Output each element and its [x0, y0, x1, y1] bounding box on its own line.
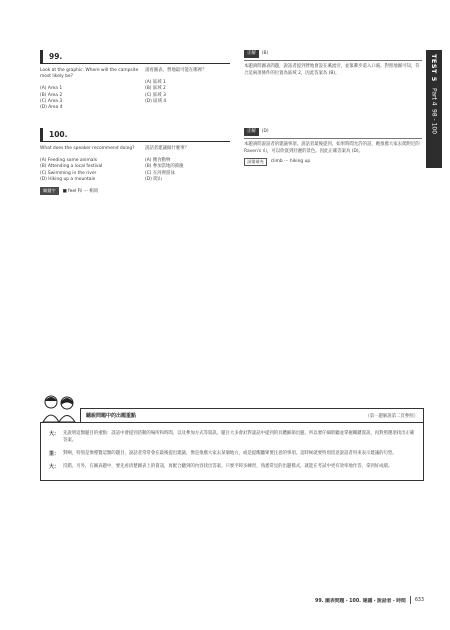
question-en	[40, 146, 145, 183]
tips-section	[40, 392, 424, 481]
divider	[244, 138, 422, 139]
footer-topics: 99. 圖表問題・100. 建議・說話者・時間	[315, 598, 406, 604]
option-zh: (B) 參加當地的節慶	[145, 164, 184, 170]
question-zh	[145, 68, 230, 111]
side-tab-test: TEST 5	[430, 54, 438, 82]
keyword-line	[40, 187, 230, 195]
vocab-line	[244, 158, 422, 166]
answer-badge: 正解	[244, 128, 259, 136]
tips-body	[40, 422, 424, 481]
divider	[244, 60, 422, 61]
side-tab-range: 98 - 100	[430, 109, 438, 135]
option-en: (B) Attending a local festival	[40, 164, 103, 170]
tip-text: 對啊，特別是像導覽這類的題目，說話者常常會在最後提出建議，像是推薦大家去某個地方，或是提醒聽眾要注意的事項。這時候就要特別留意說話者用來表示建議的句型。	[63, 451, 397, 456]
page-footer	[230, 596, 424, 604]
option-en: (C) Area 3	[40, 98, 63, 104]
tips-title-box	[80, 408, 424, 422]
question-99	[40, 50, 230, 111]
question-number: 100.	[40, 128, 230, 142]
answer-100	[244, 128, 422, 166]
option-zh: (D) 區域 4	[145, 98, 167, 104]
tip-speaker: 大：	[49, 464, 60, 470]
answer-badge: 正解	[244, 50, 259, 58]
question-number: 99.	[40, 50, 230, 64]
answer-explanation: 本題詢問說話者的建議事項。說話者最後提到，如果時間允許的話，她推薦大家去爬附近的 Raven's 山，可以欣賞到壯麗的景色。因此正確答案為 (D)。	[244, 142, 420, 154]
side-tab-part: Part 4	[430, 87, 438, 106]
option-zh: (C) 區域 3	[145, 92, 166, 98]
footer-divider	[410, 596, 411, 604]
side-tab	[426, 50, 442, 168]
tips-title: 聽說問題中的出題重點	[86, 413, 137, 419]
keyword-text: ■ feel 和 ⋯ 相同	[62, 189, 99, 195]
option-en: (A) Feeding some animals	[40, 158, 98, 164]
answer-explanation: 本題詢問圖表問題，說話者提到營地會設在溪流旁，並緊鄰步道入口處。對照地圖可知，符合這兩項條件的位置為區域 2，因此答案為 (B)。	[244, 64, 420, 76]
option-zh: (D) 爬山	[145, 176, 162, 182]
teachers-illustration	[40, 392, 78, 422]
answer-letter: (D)	[261, 129, 269, 134]
question-stem-en: What does the speaker recommend doing?	[40, 146, 135, 151]
page-number: 633	[414, 597, 424, 603]
option-zh: (C) 在河裡游泳	[145, 170, 175, 176]
question-stem-zh: 請看圖表。營地最可能在哪裡？	[145, 68, 207, 73]
option-en: (D) Area 4	[40, 105, 63, 111]
question-en	[40, 68, 145, 111]
option-en: (C) Swimming in the river	[40, 170, 97, 176]
option-zh: (B) 區域 2	[145, 86, 166, 92]
tip-row	[49, 430, 415, 444]
question-stem-en: Look at the graphic. Where will the campsite most likely be?	[40, 68, 139, 80]
option-en: (D) Hiking up a mountain	[40, 176, 96, 182]
answer-letter: (B)	[261, 51, 269, 56]
tip-speaker: 大：	[49, 431, 60, 437]
option-en: (B) Area 2	[40, 92, 63, 98]
tip-row	[49, 450, 415, 457]
question-100	[40, 128, 230, 195]
answer-99	[244, 50, 422, 77]
vocab-text: climb ⋯ hiking up	[270, 158, 311, 164]
tip-text: 先說明這類題目的重點：談話中會提到活動的場所和時間，以及參加方式等資訊。題目大多會針對談話中提到的具體細節出題，所以要仔細聆聽並掌握關鍵資訊，再對照選項找出正確答案。	[63, 431, 415, 443]
keyword-badge: 關鍵字	[40, 187, 59, 195]
vocab-badge: 詞彙補充	[244, 158, 267, 166]
question-zh	[145, 146, 230, 183]
tip-text: 沒錯。另外，在圖表題中，要先看清楚圖表上的資訊，再配合聽到的內容找出答案。只要平時多練習，熟悉常見的出題模式，就能在考試中更有效率地作答，拿到好成績。	[63, 464, 393, 469]
option-zh: (A) 餵食動物	[145, 158, 171, 164]
question-stem-zh: 說話者建議做什麼事？	[145, 146, 189, 151]
tip-row	[49, 463, 415, 470]
option-zh: (A) 區域 1	[145, 80, 166, 86]
tip-speaker: 里：	[49, 451, 60, 457]
option-en: (A) Area 1	[40, 86, 63, 92]
tips-note: （第一題解說第二頁參照）	[365, 413, 418, 419]
